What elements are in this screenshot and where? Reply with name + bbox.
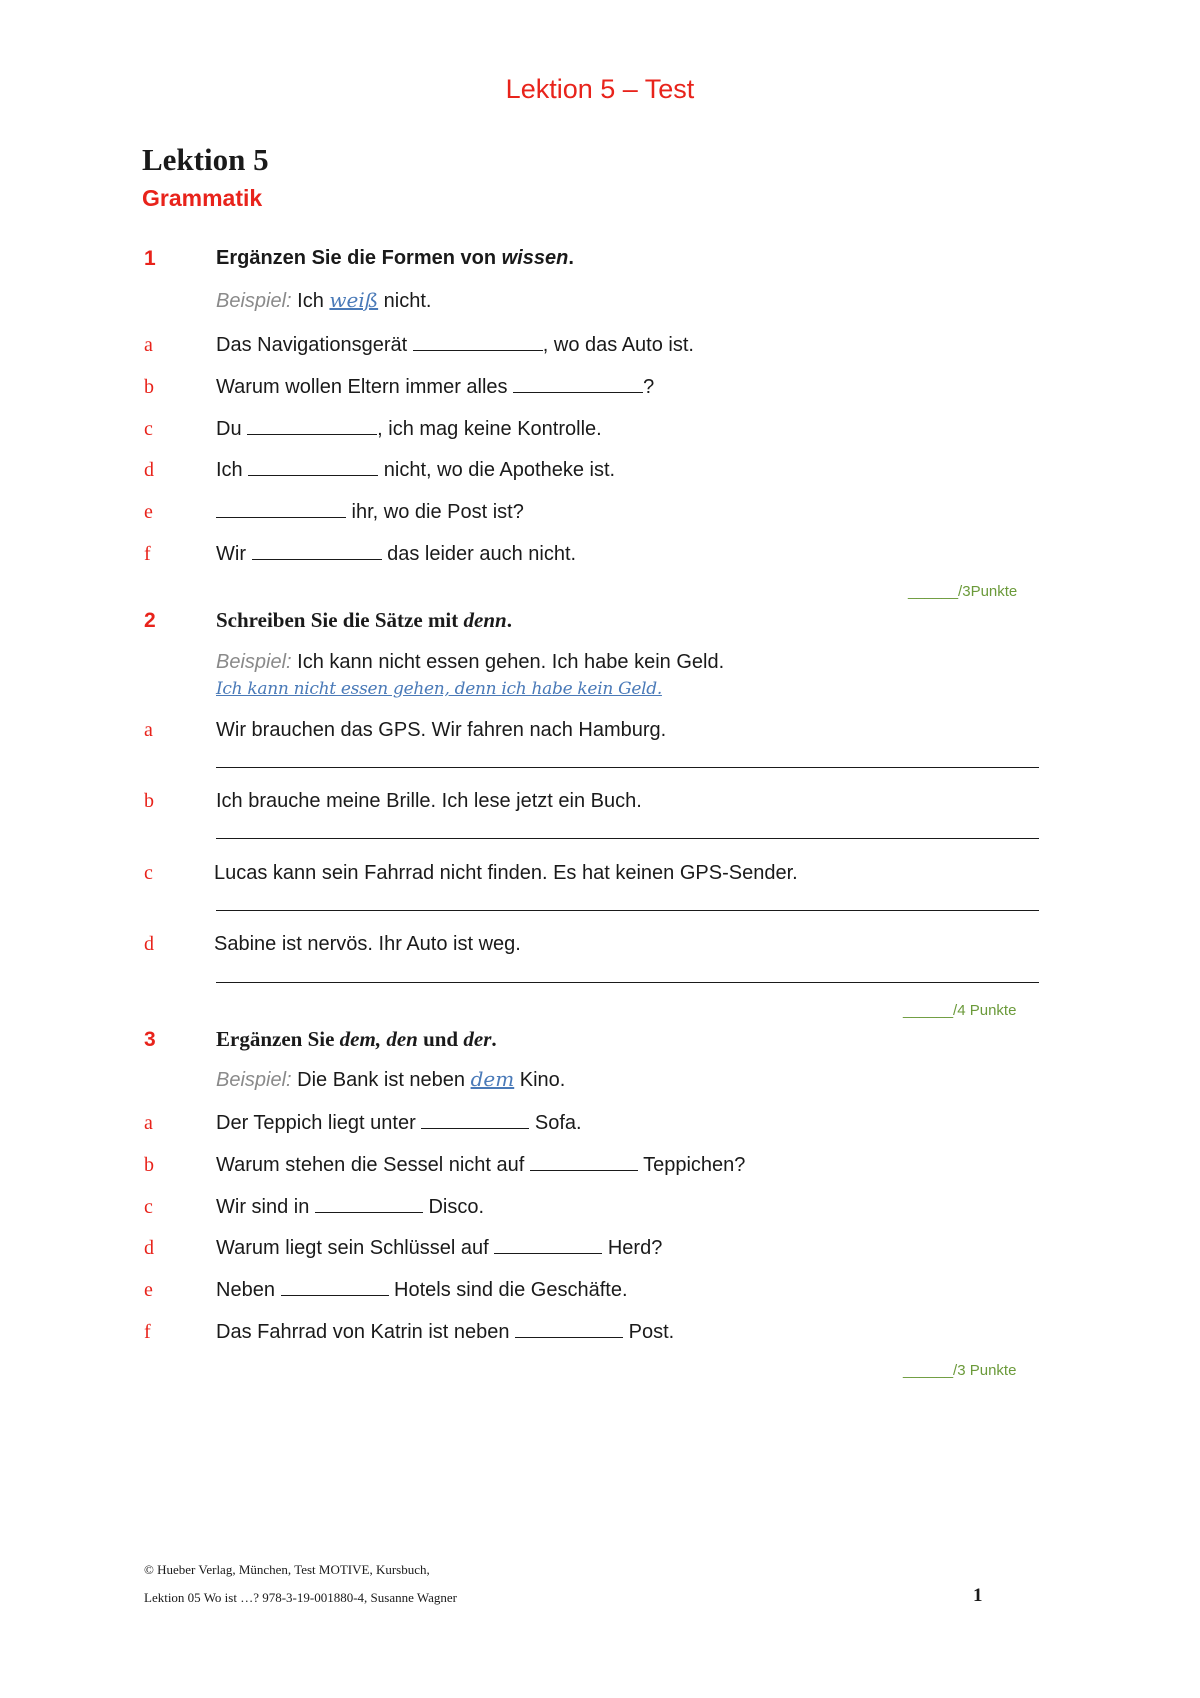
instruction-end: . (491, 1027, 497, 1051)
instruction-end: . (568, 247, 574, 269)
exercise-2-points: ______/4 Punkte (903, 1002, 1017, 1019)
item-letter: b (144, 1154, 154, 1176)
item-letter: c (144, 418, 153, 440)
example-answer: weiß (329, 288, 379, 312)
list-item (216, 459, 615, 482)
item-letter: d (144, 459, 154, 481)
list-item (216, 334, 694, 357)
item-letter: d (144, 933, 154, 955)
item-letter: f (144, 1321, 151, 1343)
list-item (216, 543, 576, 566)
instruction-text-mid: und (417, 1027, 464, 1051)
item-text: Du (216, 418, 242, 440)
item-letter: b (144, 376, 154, 398)
item-text-end: Post. (623, 1321, 675, 1343)
exercise-1-instruction (216, 247, 574, 270)
item-text-end: Teppichen? (637, 1154, 746, 1176)
example-label: Beispiel: (216, 651, 292, 673)
list-item (216, 418, 602, 441)
list-item (216, 1279, 628, 1302)
item-text-end: , ich mag keine Kontrolle. (377, 418, 602, 440)
answer-blank[interactable] (515, 1321, 623, 1338)
section-title: Grammatik (142, 185, 263, 211)
answer-blank[interactable] (248, 459, 378, 476)
item-letter: b (144, 790, 154, 812)
list-item (216, 1154, 745, 1177)
item-text: Warum stehen die Sessel nicht auf (216, 1154, 525, 1176)
exercise-3-points: ______/3 Punkte (903, 1362, 1017, 1379)
page-number: 1 (973, 1585, 983, 1606)
item-letter: d (144, 1237, 154, 1259)
page-header-title: Lektion 5 – Test (505, 74, 695, 104)
example-text: Die Bank ist neben (291, 1069, 471, 1091)
exercise-2-example (216, 651, 724, 674)
instruction-end: . (506, 608, 512, 632)
exercise-2-number: 2 (144, 609, 156, 632)
answer-blank[interactable] (513, 376, 643, 393)
item-letter: e (144, 501, 153, 523)
answer-line[interactable] (216, 767, 1039, 768)
item-text-end: nicht, wo die Apotheke ist. (378, 459, 616, 481)
answer-blank[interactable] (247, 418, 377, 435)
item-letter: a (144, 1112, 153, 1134)
list-item: Sabine ist nervös. Ihr Auto ist weg. (214, 933, 521, 955)
item-text: Wir (216, 543, 246, 565)
exercise-3-example (216, 1067, 565, 1092)
footer-copyright: © Hueber Verlag, München, Test MOTIVE, Kursbuch, (144, 1562, 430, 1577)
footer-source: Lektion 05 Wo ist …? 978-3-19-001880-4, Susanne Wagner (144, 1590, 457, 1605)
instruction-text: Ergänzen Sie (216, 1027, 340, 1051)
instruction-emphasis: dem, den (339, 1027, 418, 1051)
list-item: Lucas kann sein Fahrrad nicht finden. Es hat keinen GPS-Sender. (214, 862, 798, 884)
answer-blank[interactable] (413, 334, 543, 351)
example-answer: dem (470, 1067, 515, 1091)
item-letter: f (144, 543, 151, 565)
list-item (216, 1112, 582, 1135)
answer-line[interactable] (216, 838, 1039, 839)
lesson-title: Lektion 5 (142, 142, 269, 177)
item-letter: a (144, 719, 153, 741)
item-text-end: Herd? (602, 1237, 663, 1259)
answer-blank[interactable] (252, 543, 382, 560)
example-answer: Ich kann nicht essen gehen, denn ich habe kein Geld. (216, 679, 662, 699)
answer-blank[interactable] (494, 1237, 602, 1254)
item-text: Neben (216, 1279, 275, 1301)
answer-blank[interactable] (216, 501, 346, 518)
item-letter: c (144, 862, 153, 884)
exercise-1-points: ______/3Punkte (908, 583, 1018, 600)
item-text-end: Disco. (422, 1196, 485, 1218)
exercise-2-instruction (216, 608, 512, 633)
item-text: Warum wollen Eltern immer alles (216, 376, 508, 398)
exercise-1-number: 1 (144, 247, 156, 270)
item-text-end: das leider auch nicht. (381, 543, 577, 565)
example-text: Ich (291, 290, 330, 312)
answer-blank[interactable] (530, 1154, 638, 1171)
list-item (216, 1237, 662, 1260)
exercise-3-number: 3 (144, 1028, 156, 1051)
example-label: Beispiel: (216, 290, 292, 312)
instruction-text: Schreiben Sie die Sätze mit (216, 608, 464, 632)
instruction-text: Ergänzen Sie die Formen von (216, 247, 502, 269)
item-text-end: ihr, wo die Post ist? (346, 501, 524, 523)
exercise-3-instruction (216, 1027, 497, 1052)
item-text-end: Hotels sind die Geschäfte. (388, 1279, 628, 1301)
example-text-end: Kino. (514, 1069, 566, 1091)
answer-line[interactable] (216, 910, 1039, 911)
list-item: Ich brauche meine Brille. Ich lese jetzt ein Buch. (216, 790, 642, 812)
list-item (216, 1196, 484, 1219)
exercise-1-example (216, 288, 431, 313)
item-text-end: ? (643, 376, 655, 398)
item-letter: e (144, 1279, 153, 1301)
item-text: Wir sind in (216, 1196, 310, 1218)
instruction-emphasis-2: der (463, 1027, 492, 1051)
instruction-emphasis: denn (463, 608, 507, 632)
item-letter: c (144, 1196, 153, 1218)
instruction-emphasis: wissen (501, 247, 569, 269)
list-item (216, 1321, 674, 1344)
item-letter: a (144, 334, 153, 356)
answer-blank[interactable] (315, 1196, 423, 1213)
item-text: Warum liegt sein Schlüssel auf (216, 1237, 489, 1259)
item-text-end: , wo das Auto ist. (542, 334, 694, 356)
item-text: Ich (216, 459, 243, 481)
item-text: Der Teppich liegt unter (216, 1112, 416, 1134)
example-label: Beispiel: (216, 1069, 292, 1091)
answer-blank[interactable] (281, 1279, 389, 1296)
item-text-end: Sofa. (529, 1112, 582, 1134)
answer-line[interactable] (216, 982, 1039, 983)
list-item (216, 501, 524, 524)
example-text: Ich kann nicht essen gehen. Ich habe kein Geld. (291, 651, 725, 673)
example-text-end: nicht. (378, 290, 432, 312)
answer-blank[interactable] (421, 1112, 529, 1129)
item-text: Das Fahrrad von Katrin ist neben (216, 1321, 510, 1343)
list-item (216, 376, 654, 399)
item-text: Das Navigationsgerät (216, 334, 408, 356)
list-item: Wir brauchen das GPS. Wir fahren nach Hamburg. (216, 719, 667, 741)
